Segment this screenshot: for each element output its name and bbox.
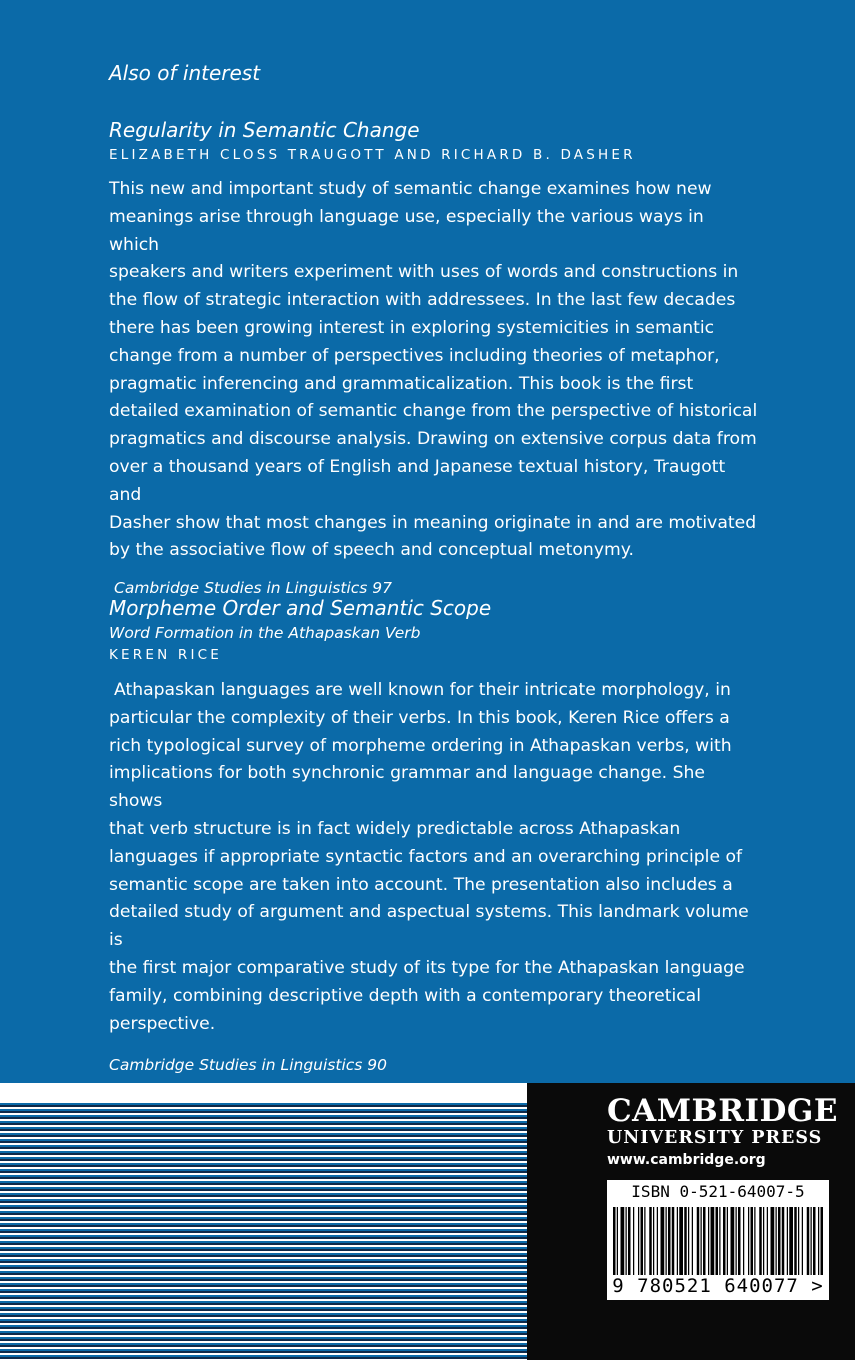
barcode-bar [697,1207,700,1275]
barcode-bar [703,1207,706,1275]
barcode-bar [621,1207,625,1275]
blurb-line: that verb structure is in fact widely predictable across Athapaskan [109,818,681,839]
barcode-bar [688,1207,689,1275]
barcode-bar [661,1207,665,1275]
cover-footer [0,1083,855,1360]
barcode-bar [672,1207,675,1275]
barcode-bar [767,1207,768,1275]
blurb-line: speakers and writers experiment with uses of words and constructions in [109,262,739,283]
barcode-bar [613,1207,616,1275]
barcode-bar [653,1207,654,1275]
barcode-bar [666,1207,667,1275]
blurb-line: detailed examination of semantic change from the perspective of historical [109,401,758,422]
book-entry-1 [109,116,759,599]
blurb-line: semantic scope are taken into account. The presentation also includes a [109,874,733,895]
barcode-bar [723,1207,726,1275]
barcode-bar [719,1207,720,1275]
barcode-bar [811,1207,812,1275]
blurb-line: by the associative flow of speech and conceptual metonymy. [109,540,634,561]
white-band [0,1083,527,1101]
barcode-bar [807,1207,810,1275]
publisher-subtitle: UNIVERSITY PRESS [607,1128,823,1148]
blurb-line: family, combining descriptive depth with a contemporary theoretical [109,985,701,1006]
barcode [607,1180,829,1300]
isbn-label: ISBN 0-521-64007-5 [631,1182,805,1201]
back-cover-content [109,58,759,1075]
barcode-bar [738,1207,741,1275]
publisher-panel [527,1083,855,1360]
blurb-line: pragmatics and discourse analysis. Drawing on extensive corpus data from [109,429,757,450]
book-series: Cambridge Studies in Linguistics 97 [114,579,393,598]
book-blurb [109,176,759,565]
blurb-line: Athapaskan languages are well known for their intricate morphology, in [114,680,731,700]
barcode-bar [743,1207,744,1275]
blurb-line: languages if appropriate syntactic factors and an overarching principle of [109,846,743,867]
barcode-bar [617,1207,618,1275]
barcode-bar [641,1207,644,1275]
barcode-bar [626,1207,627,1275]
barcode-bar [684,1207,687,1275]
barcode-bar [657,1207,658,1275]
barcode-bar [776,1207,777,1275]
blurb-line: Dasher show that most changes in meaning originate in and are motivated [109,512,757,533]
barcode-bar [736,1207,737,1275]
blurb-line: rich typological survey of morpheme ordering in Athapaskan verbs, with [109,735,732,756]
blurb-line: This new and important study of semantic change examines how new [109,179,712,199]
publisher-url: www.cambridge.org [607,1152,766,1168]
blurb-line: there has been growing interest in exploring systemicities in semantic [109,317,715,338]
barcode-bar [751,1207,754,1275]
barcode-bar [778,1207,781,1275]
barcode-bar [818,1207,819,1275]
blurb-line: pragmatic inferencing and grammaticalization. This book is the first [109,373,694,394]
barcode-bar [679,1207,683,1275]
barcode-bar [787,1207,788,1275]
barcode-bar [727,1207,728,1275]
publisher-name: CAMBRIDGE [607,1093,838,1129]
book-entry-2 [109,594,759,1076]
barcode-bar [708,1207,709,1275]
barcode-bar [821,1207,824,1275]
blurb-line: particular the complexity of their verbs. In this book, Keren Rice offers a [109,707,730,728]
blurb-line: over a thousand years of English and Japanese textual history, Traugott and [109,456,726,505]
barcode-bar [701,1207,702,1275]
barcode-bar [813,1207,816,1275]
blurb-line: implications for both synchronic grammar and language change. She shows [109,763,705,812]
book-author: ELIZABETH CLOSS TRAUGOTT AND RICHARD B. DASHER [109,147,636,163]
barcode-bar [763,1207,764,1275]
book-title: Regularity in Semantic Change [109,118,420,142]
barcode-bar [794,1207,797,1275]
book-title: Morpheme Order and Semantic Scope [109,596,492,620]
barcode-bar [711,1207,715,1275]
barcode-bar [649,1207,652,1275]
barcode-bar [771,1207,775,1275]
barcode-bar [731,1207,735,1275]
blurb-line: perspective. [109,1013,216,1034]
book-series: Cambridge Studies in Linguistics 90 [109,1056,388,1075]
book-blurb [109,677,759,1038]
barcode-bar [638,1207,639,1275]
barcode-bars [613,1207,823,1275]
barcode-bar [782,1207,785,1275]
barcode-bar [748,1207,749,1275]
barcode-bar [677,1207,678,1275]
barcode-bar [789,1207,793,1275]
barcode-bar [668,1207,671,1275]
book-author: KEREN RICE [109,647,222,663]
blurb-line: meanings arise through language use, especially the various ways in which [109,206,704,255]
barcode-bar [633,1207,634,1275]
barcode-bar [692,1207,693,1275]
also-of-interest-heading: Also of interest [109,61,261,85]
book-subtitle: Word Formation in the Athapaskan Verb [109,624,421,642]
blurb-line: detailed study of argument and aspectual systems. This landmark volume is [109,902,749,951]
barcode-bar [716,1207,719,1275]
barcode-bar [628,1207,631,1275]
blurb-line: change from a number of perspectives including theories of metaphor, [109,345,720,366]
barcode-bar [798,1207,799,1275]
blurb-line: the flow of strategic interaction with addressees. In the last few decades [109,290,736,311]
barcode-bar [802,1207,803,1275]
blurb-line: the first major comparative study of its type for the Athapaskan language [109,957,745,978]
barcode-bar [754,1207,755,1275]
striped-band [0,1083,527,1360]
barcode-bar [644,1207,645,1275]
barcode-bar [759,1207,762,1275]
barcode-digits: 9 780521 640077 > [612,1275,824,1297]
